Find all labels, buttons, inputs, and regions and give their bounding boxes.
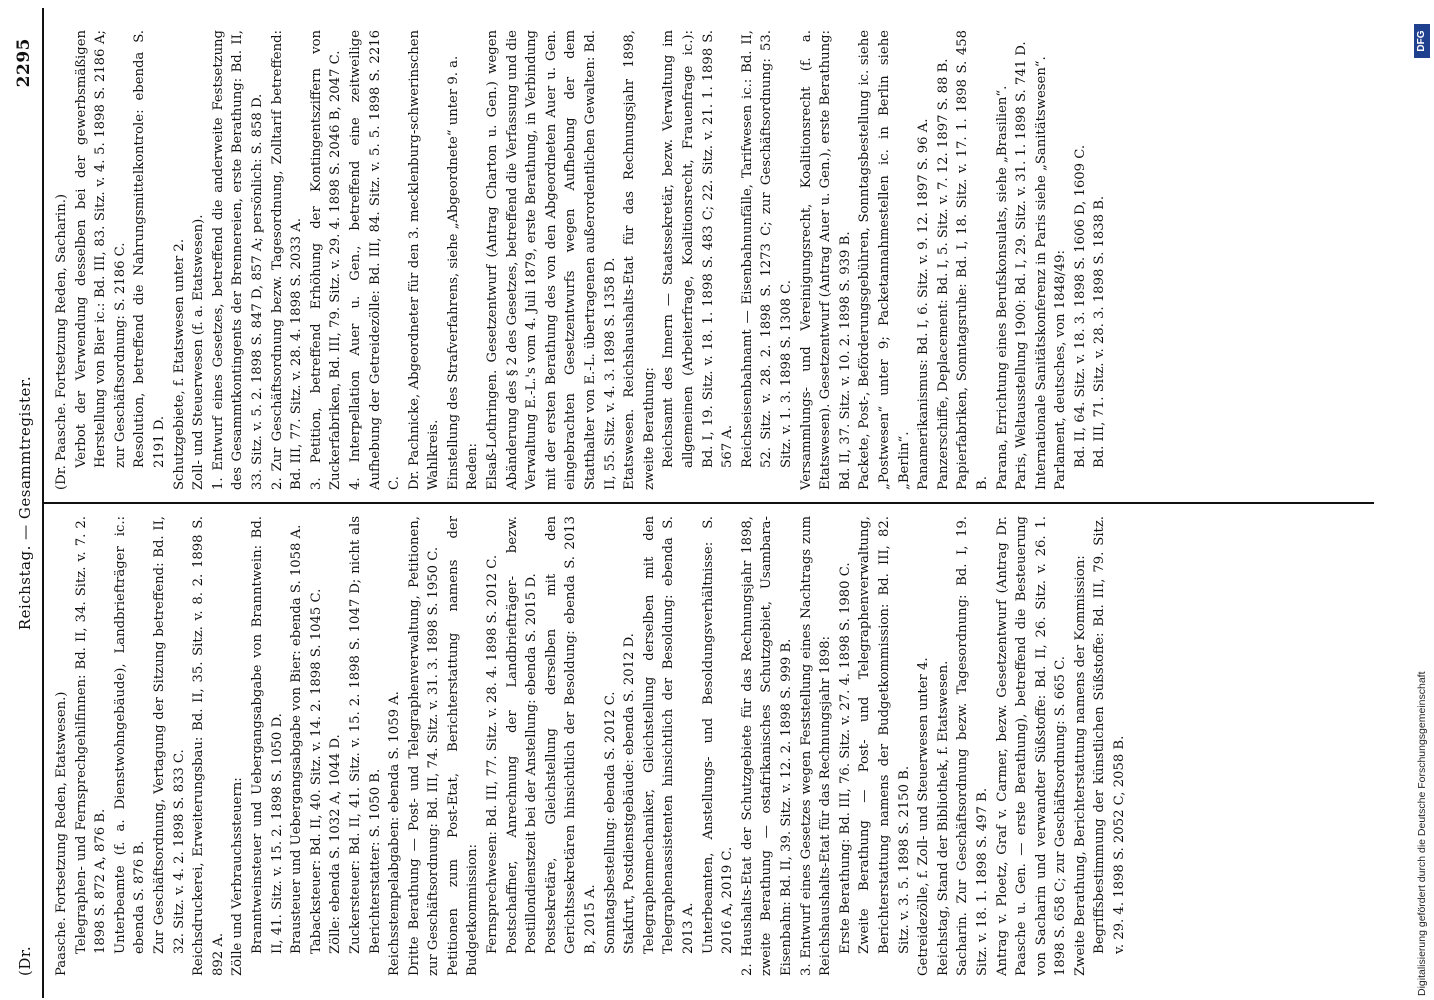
left-entry: Telegraphen- und Fernsprechgehilfinnen: Bd. II, 34. Sitz. v. 7. 2. 1898 S. 872 A, 876 B. — [73, 516, 109, 954]
right-entry: Papierfabriken, Sonntagsruhe: Bd. I, 18. Sitz. v. 17. 1. 1898 S. 458 B. — [955, 30, 990, 490]
left-entry: Dritte Berathung — Post- und Telegraphenverwaltung, Petitionen, zur Geschäftsordnung: Bd. III, 74. Sitz. v. 31. 3. 1898 S. 1950 C. — [406, 516, 442, 976]
left-entry: Paasche. Fortsetzung Reden, Etatswesen.) — [54, 691, 69, 976]
right-entry: Paris, Weltausstellung 1900: Bd. I, 29. Sitz. v. 31. 1. 1898 S. 741 D. — [1014, 41, 1030, 490]
left-column — [52, 516, 1372, 976]
credit-text: Digitalisierung gefördert durch die Deutsche Forschungsgemeinschaft — [1416, 671, 1428, 996]
left-entry: 2. Haushalts-Etat der Schutzgebiete für das Rechnungsjahr 1898, zweite Berathung — ostafrikanisches Schutzgebiet, Usambara-Eisenbahn: Bd. II, 39. Sitz. v. 12. 2. 1898 S. 999 B. — [739, 516, 794, 976]
right-entry: Parlament, deutsches, von 1848/49: — [1053, 250, 1069, 490]
header-title: Reichstag. — Gesammtregister. — [16, 375, 34, 631]
left-entry: Stakfurt, Postdienstgebäude: ebenda S. 2012 D. — [622, 633, 638, 954]
right-entry: Elsaß-Lothringen. Gesetzentwurf (Antrag Charton u. Gen.) wegen Abänderung des § 2 des Gesetzes, betreffend die Verfassung und die Verwaltung E.-L.'s vom 4. Juli 1879, erste Berathung, in Verbindung mit der ersten Berathung des von den Abgeordneten Auer u. Gen. eingebrachten Gesetzentwurfs wegen Aufhebung der dem Statthalter von E.-L. übertragenen außerordentlichen Gewalten: Bd. II, 55. Sitz. v. 4. 3. 1898 S. 1358 D. — [485, 30, 618, 490]
left-entry: Sonntagsbestellung: ebenda S. 2012 C. — [602, 691, 618, 954]
right-entry: Versammlungs- und Vereinigungsrecht, Koalitionsrecht (f. a. Etatswesen). Gesetzentwurf (Antrag Auer u. Gen.), erste Berathung: Bd. II, 37. Sitz. v. 10. 2. 1898 S. 939 B. — [798, 30, 853, 490]
left-entry: Reichstag, Stand der Bibliothek, f. Etatswesen. — [935, 660, 951, 976]
header-left: (Dr. — [16, 945, 34, 976]
column-divider — [44, 502, 1374, 504]
dfg-logo: DFG — [1414, 24, 1430, 58]
right-entry: Internationale Sanitätskonferenz in Paris siehe „Sanitätswesen“. — [1033, 56, 1049, 490]
left-entry: Postsekretäre, Gleichstellung derselben mit den Gerichtssekretären hinsichtlich der Besoldung: ebenda S. 2013 B, 2015 A. — [543, 516, 599, 954]
right-entry: Schutzgebiete, f. Etatswesen unter 2. — [171, 238, 187, 490]
left-entry: Brausteuer und Uebergangsabgabe von Bier: ebenda S. 1058 A. — [289, 524, 305, 954]
rotated-page — [8, 8, 1398, 998]
left-entry: Petitionen zum Post-Etat, Berichterstattung namens der Budgetkommission: — [445, 516, 481, 976]
right-entry: Reichseisenbahnamt — Eisenbahnunfälle, Tarifwesen ic.: Bd. II, 52. Sitz. v. 28. 2. 1898 S. 1273 C; zur Geschäftsordnung: 53. Sitz. v. 1. 3. 1898 S. 1308 C. — [739, 30, 794, 468]
left-entry: Zölle: ebenda S. 1032 A, 1044 D. — [328, 734, 344, 954]
right-entry: Einstellung des Strafverfahrens, siehe „Abgeordnete“ unter 9. a. — [445, 55, 461, 490]
left-entry: Unterbeamte (f. a. Dienstwohngebäude), Landbriefträger ic.: ebenda S. 876 B. — [112, 516, 148, 954]
left-entry: Erste Berathung: Bd. III, 76. Sitz. v. 27. 4. 1898 S. 1980 C. — [837, 562, 853, 954]
right-entry: Parana, Errichtung eines Berufskonsulats, siehe „Brasilien“. — [994, 85, 1010, 490]
right-entry: Etatswesen. Reichshaushalts-Etat für das Rechnungsjahr 1898, zweite Berathung: — [622, 30, 657, 490]
left-entry: Zur Geschäftsordnung, Vertagung der Sitzung betreffend: Bd. II, 32. Sitz. v. 4. 2. 1898 S. 833 C. — [151, 516, 187, 954]
left-entry: Postschaffner, Anrechnung der Landbriefträger- bezw. Postillondienstzeit bei der Anstellung: ebenda S. 2015 D. — [504, 516, 540, 954]
left-entry: Sacharin. Zur Geschäftsordnung bezw. Tagesordnung: Bd. I, 19. Sitz. v. 18. 1. 1898 S. 497 B. — [955, 516, 990, 976]
left-entry: Zweite Berathung, Berichterstattung namens der Kommission: — [1072, 555, 1088, 976]
left-entry: Fernsprechwesen: Bd. III, 77. Sitz. v. 28. 4. 1898 S. 2012 C. — [485, 554, 501, 954]
left-entry: Antrag v. Ploetz, Graf v. Carmer, bezw. Gesetzentwurf (Antrag Dr. Paasche u. Gen. — erste Berathung), betreffend die Besteuerung von Sacharin und verwandter Süßstoffe: Bd. II, 26. Sitz. v. 26. 1. 1898 S. 658 C; zur Geschäftsordnung: S. 665 C. — [994, 516, 1069, 976]
left-entry: 3. Entwurf eines Gesetzes wegen Feststellung eines Nachtrags zum Reichshaushalts-Etat für das Rechnungsjahr 1898: — [798, 516, 834, 976]
right-entry: Panzerschiffe, Deplacement: Bd. I, 5. Sitz. v. 7. 12. 1897 S. 88 B. — [935, 58, 951, 490]
right-entry: 3. Petition, betreffend Erhöhung der Kontingentsziffern von Zuckerfabriken, Bd. III, 79. Sitz. v. 29. 4. 1898 S. 2046 B, 2047 C. — [308, 30, 344, 490]
digitization-credit — [1414, 6, 1432, 996]
right-entry: Panamerikanismus: Bd. I, 6. Sitz. v. 9. 12. 1897 S. 96 A. — [916, 118, 932, 490]
left-entry: Begriffsbestimmung der künstlichen Süßstoffe: Bd. III, 79. Sitz. v. 29. 4. 1898 S. 2052 C, 2058 B. — [1092, 516, 1128, 954]
left-entry: Zweite Berathung — Post- und Telegraphenverwaltung, Berichterstattung namens der Budgetkommission: Bd. III, 82. Sitz. v. 3. 5. 1898 S. 2150 B. — [857, 516, 912, 954]
left-entry: Branntweinsteuer und Uebergangsabgabe von Branntwein: Bd. II, 41. Sitz. v. 15. 2. 1898 S. 1050 D. — [249, 516, 285, 954]
left-entry: Unterbeamten, Anstellungs- und Besoldungsverhältnisse: S. 2016 A, 2019 C. — [700, 516, 736, 954]
right-column — [52, 30, 1372, 490]
left-entry: Reichsstempelabgaben: ebenda S. 1059 A. — [387, 691, 403, 976]
right-entry: Resolution, betreffend die Nahrungsmittelkontrole: ebenda S. 2191 D. — [132, 30, 167, 468]
right-entry: 2. Zur Geschäftsordnung bezw. Tagesordnung, Zolltarif betreffend: Bd. III, 77. Sitz. v. 28. 4. 1898 S. 2033 A. — [269, 30, 305, 490]
left-entry: Getreidezölle, f. Zoll- und Steuerwesen unter 4. — [916, 657, 932, 976]
left-entry: Telegraphenmechaniker, Gleichstellung derselben mit den Telegraphenassistenten hinsichtlich der Besoldung: ebenda S. 2013 A. — [641, 516, 696, 954]
left-entry: Tabacksteuer: Bd. II, 40. Sitz. v. 14. 2. 1898 S. 1045 C. — [308, 588, 324, 954]
left-entry: Reichsdruckerei, Erweiterungsbau: Bd. II, 35. Sitz. v. 8. 2. 1898 S. 892 A. — [191, 516, 226, 976]
right-entry: Dr. Pachnicke, Abgeordneter für den 3. mecklenburg-schwerinschen Wahlkreis. — [406, 30, 442, 490]
right-entry: Bd. II, 64. Sitz. v. 18. 3. 1898 S. 1606 D, 1609 C. — [1072, 144, 1088, 468]
right-entry: Reichsamt des Innern — Staatssekretär, bezw. Verwaltung im allgemeinen (Arbeiterfrage, Koalitionsrecht, Frauenfrage ic.): Bd. I, 19. Sitz. v. 18. 1. 1898 S. 483 C; 22. Sitz. v. 21. 1. 1898 S. 567 A. — [661, 30, 736, 468]
right-entry: (Dr. Paasche. Fortsetzung Reden, Sacharin.) — [54, 193, 69, 490]
left-entry: Zölle und Verbrauchssteuern: — [230, 777, 246, 976]
right-entry: 1. Entwurf eines Gesetzes, betreffend die anderweite Festsetzung des Gesammtkontingents der Brennereien, erste Berathung: Bd. II, 33. Sitz. v. 5. 2. 1898 S. 847 D, 857 A; persönlich: S. 858 D. — [210, 30, 265, 490]
page-number: 2295 — [14, 38, 34, 88]
left-entry: Zuckersteuer: Bd. II, 41. Sitz. v. 15. 2. 1898 S. 1047 D; nicht als Berichterstatter: S. 1050 B. — [347, 516, 383, 954]
right-entry: 4. Interpellation Auer u. Gen., betreffend eine zeitweilige Aufhebung der Getreidezölle: Bd. III, 84. Sitz. v. 5. 5. 1898 S. 2216 C. — [347, 30, 403, 490]
page-header — [8, 8, 40, 998]
right-entry: Bd. III, 71. Sitz. v. 28. 3. 1898 S. 1838 B. — [1092, 195, 1108, 468]
right-entry: Zoll- und Steuerwesen (f. a. Etatswesen). — [191, 214, 207, 490]
right-entry: Packete, Post-, Beförderungsgebühren, Sonntagsbestellung ic. siehe „Postwesen“ unter 9; Packetannahmestellen ic. in Berlin siehe „Berlin“. — [857, 30, 912, 490]
right-entry: Reden: — [465, 443, 481, 490]
right-entry: Verbot der Verwendung desselben bei der gewerbsmäßigen Herstellung von Bier ic.: Bd. III, 83. Sitz. v. 4. 5. 1898 S. 2186 A; zur Geschäftsordnung: S. 2186 C. — [73, 30, 128, 468]
